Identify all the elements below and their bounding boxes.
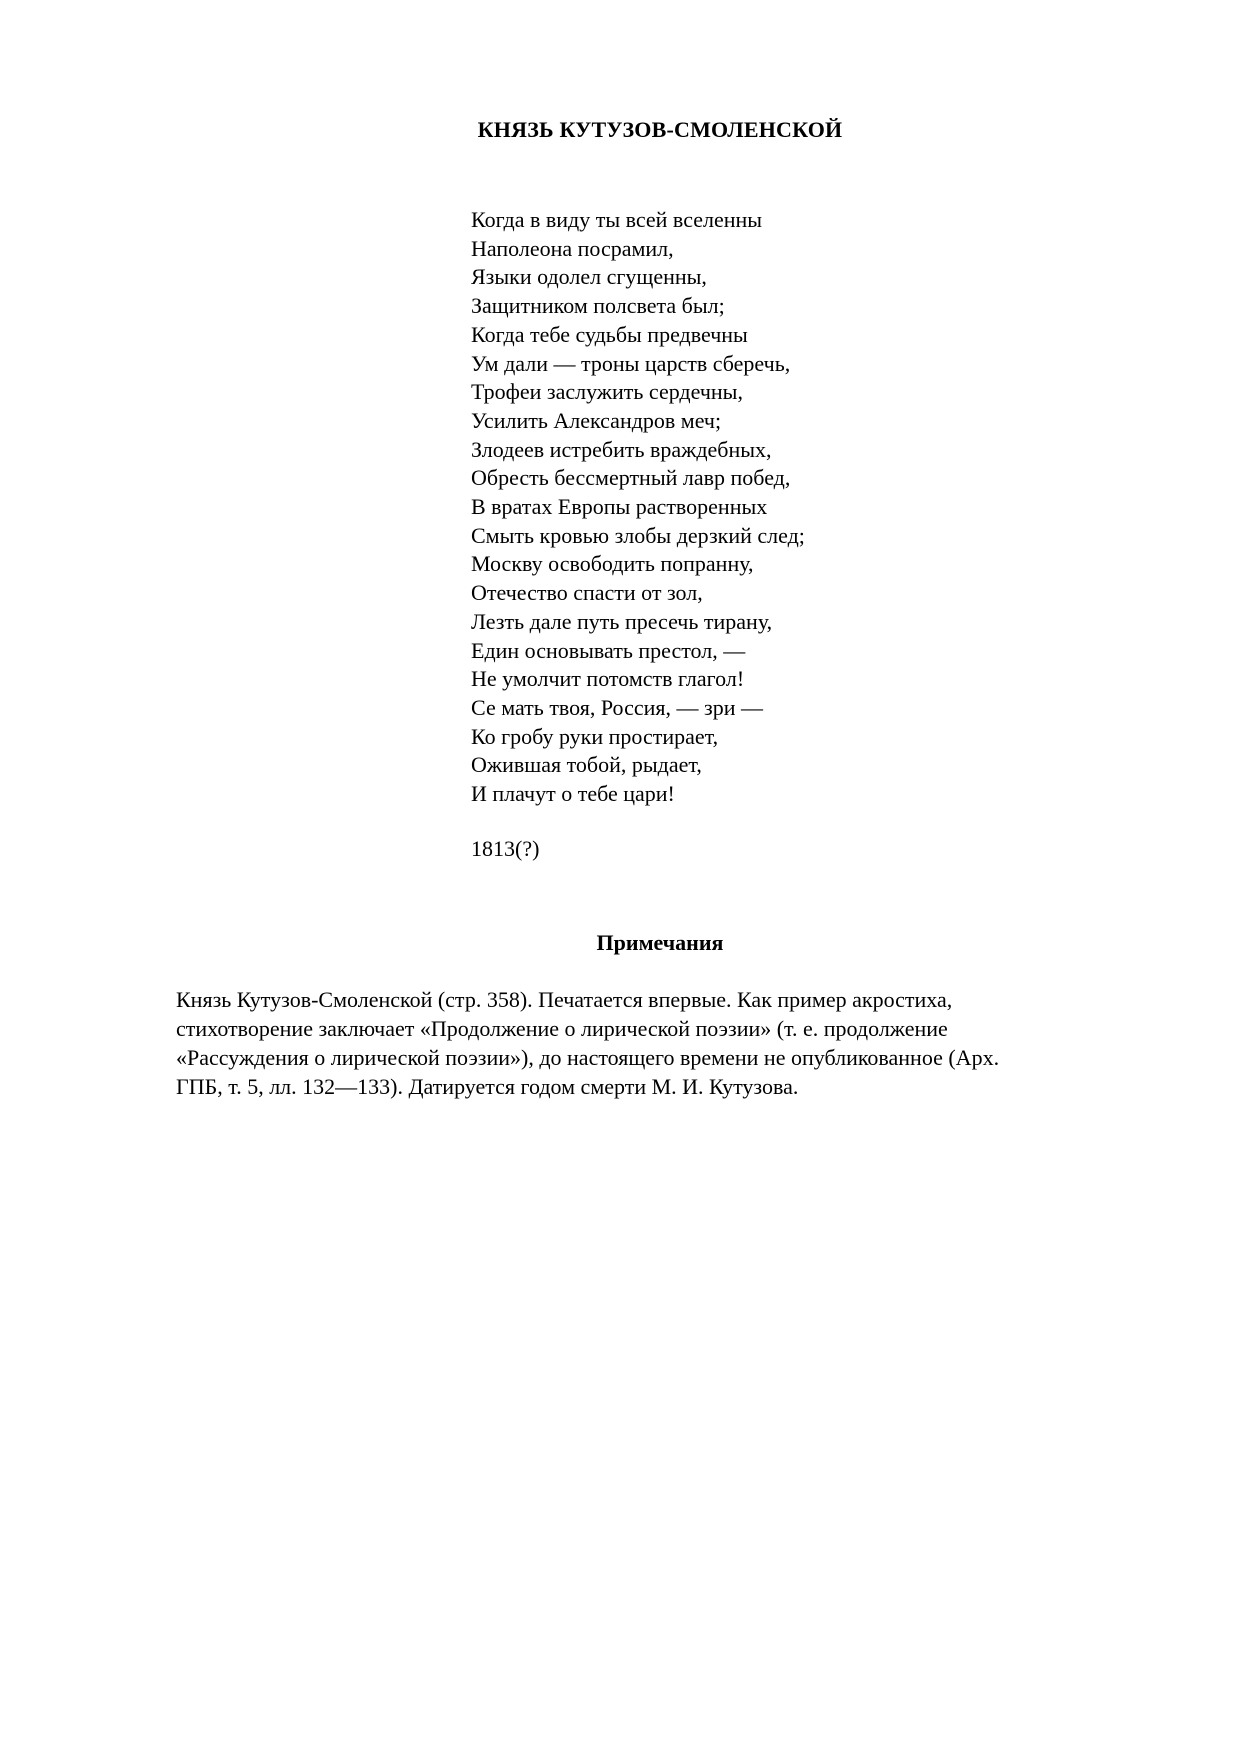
poem-line: Ум дали — троны царств сберечь, xyxy=(471,350,791,376)
poem-line: Языки одолел сгущенны, xyxy=(471,264,707,290)
notes-line: «Рассуждения о лирической поэзии»), до настоящего времени не опубликованное (Арх. xyxy=(176,1045,1000,1070)
poem-line: Обресть бессмертный лавр побед, xyxy=(471,465,791,491)
poem-line: Когда в виду ты всей вселенны xyxy=(471,207,763,232)
notes-line: стихотворение заключает «Продолжение о лирической поэзии» (т. е. продолжение xyxy=(176,1016,948,1041)
poem-line: Москву освободить попранну, xyxy=(471,551,754,577)
poem-line: Ожившая тобой, рыдает, xyxy=(471,752,702,778)
poem-line: Защитником полсвета был; xyxy=(471,293,725,319)
poem-line: Един основывать престол, — xyxy=(471,637,746,663)
poem-line: Смыть кровью злобы дерзкий след; xyxy=(471,522,805,548)
poem-line: Ко гробу руки простирает, xyxy=(471,723,719,749)
poem-line: Се мать твоя, Россия, — зри — xyxy=(471,694,763,720)
notes-heading: Примечания xyxy=(596,930,724,955)
poem-line: Злодеев истребить враждебных, xyxy=(471,436,772,462)
poem-line: Не умолчит потомств глагол! xyxy=(471,666,745,692)
poem-body xyxy=(471,206,805,809)
poem-line: Трофеи заслужить сердечны, xyxy=(471,379,743,405)
notes-paragraph xyxy=(176,985,1116,1101)
poem-line: Лезть дале путь пресечь тирану, xyxy=(471,608,773,634)
poem-title: КНЯЗЬ КУТУЗОВ-СМОЛЕНСКОЙ xyxy=(477,117,843,142)
notes-line: ГПБ, т. 5, лл. 132—133). Датируется годом смерти М. И. Кутузова. xyxy=(176,1074,799,1099)
notes-line: Князь Кутузов-Смоленской (стр. 358). Печатается впервые. Как пример акростиха, xyxy=(176,987,953,1012)
poem-date: 1813(?) xyxy=(471,836,540,861)
poem-line: И плачут о тебе цари! xyxy=(471,781,675,807)
poem-line: Когда тебе судьбы предвечны xyxy=(471,321,748,347)
poem-line: Отечество спасти от зол, xyxy=(471,580,703,606)
poem-line: Наполеона посрамил, xyxy=(471,235,674,261)
poem-line: В вратах Европы растворенных xyxy=(471,494,768,520)
poem-line: Усилить Александров меч; xyxy=(471,407,722,433)
